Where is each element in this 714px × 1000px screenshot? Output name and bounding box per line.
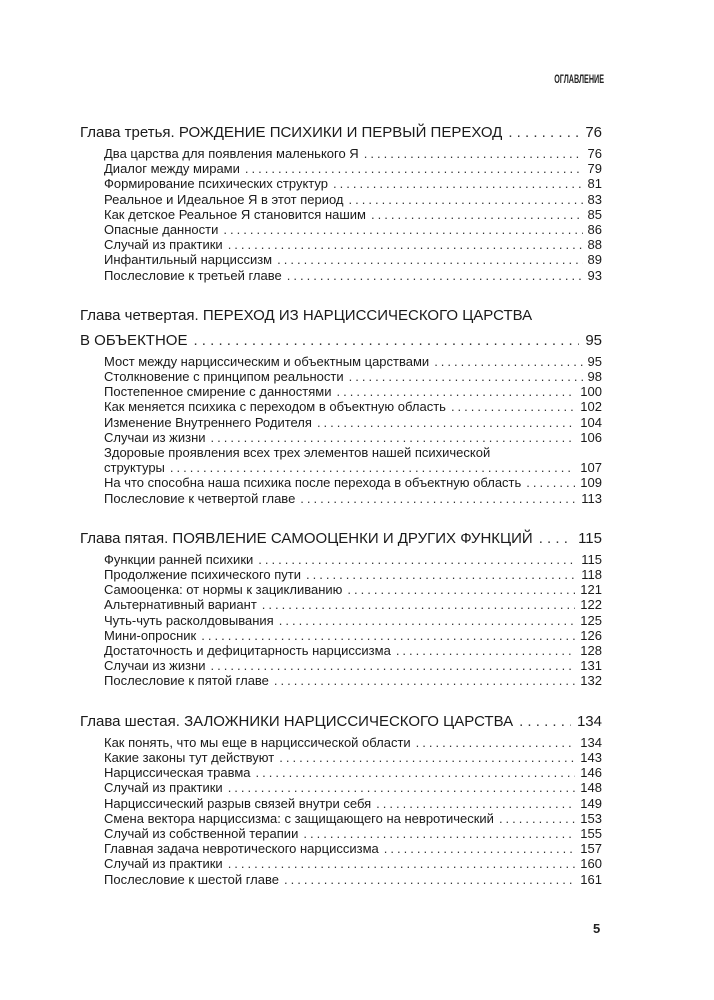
toc-entry[interactable] bbox=[104, 811, 602, 826]
toc-entry[interactable] bbox=[104, 597, 602, 612]
dot-leader bbox=[245, 161, 583, 176]
dot-leader bbox=[258, 552, 576, 567]
toc-entry[interactable] bbox=[104, 841, 602, 856]
dot-leader bbox=[347, 582, 575, 597]
section-list bbox=[80, 552, 602, 689]
entry-page: 109 bbox=[580, 475, 602, 491]
entry-page: 128 bbox=[580, 643, 602, 659]
dot-leader bbox=[211, 658, 576, 673]
dot-leader bbox=[371, 207, 583, 222]
entry-page: 121 bbox=[580, 582, 602, 598]
toc-entry[interactable] bbox=[104, 796, 602, 811]
dot-leader bbox=[519, 711, 571, 732]
dot-leader bbox=[349, 369, 583, 384]
dot-leader bbox=[170, 460, 575, 475]
entry-title: Случаи из жизни bbox=[104, 429, 206, 445]
toc-entry[interactable] bbox=[104, 765, 602, 780]
entry-title-line-2: структуры bbox=[104, 460, 165, 476]
dot-leader bbox=[349, 192, 583, 207]
toc-entry-line-1[interactable]: Здоровые проявления всех трех элементов нашей психической bbox=[104, 445, 491, 461]
toc-entry[interactable] bbox=[104, 192, 602, 207]
entry-page: 98 bbox=[587, 369, 602, 385]
dot-leader bbox=[284, 872, 575, 887]
dot-leader bbox=[384, 841, 576, 856]
page-number: 5 bbox=[593, 921, 601, 936]
entry-title: Самооценка: от нормы к зацикливанию bbox=[104, 582, 343, 598]
dot-leader bbox=[256, 765, 576, 780]
entry-title: Два царства для появления маленького Я bbox=[104, 146, 359, 161]
entry-title: Послесловие к пятой главе bbox=[104, 673, 269, 689]
entry-page: 85 bbox=[587, 206, 602, 222]
entry-title: Послесловие к шестой главе bbox=[104, 871, 279, 887]
dot-leader bbox=[434, 354, 582, 369]
entry-title: Мост между нарциссическим и объектным царствами bbox=[104, 353, 430, 369]
entry-title: Как меняется психика с переходом в объектную область bbox=[104, 399, 446, 415]
entry-page: 113 bbox=[581, 490, 602, 506]
chapter-title: Глава пятая. ПОЯВЛЕНИЕ САМООЦЕНКИ И ДРУГИХ ФУНКЦИЙ bbox=[80, 529, 533, 547]
dot-leader bbox=[228, 856, 576, 871]
dot-leader bbox=[508, 122, 579, 143]
entry-title: Случай из практики bbox=[104, 780, 223, 796]
entry-title: Смена вектора нарциссизма: с защищающего на невротический bbox=[104, 810, 494, 826]
entry-page: 148 bbox=[580, 780, 602, 796]
dot-leader bbox=[317, 415, 575, 430]
entry-page: 161 bbox=[580, 871, 602, 887]
dot-leader bbox=[303, 826, 575, 841]
entry-page: 93 bbox=[587, 267, 602, 283]
toc-entry[interactable] bbox=[104, 658, 602, 673]
chapter-page: 95 bbox=[585, 331, 602, 349]
section-list bbox=[80, 735, 602, 887]
entry-page: 81 bbox=[587, 176, 602, 192]
table-of-contents bbox=[80, 122, 602, 909]
dot-leader bbox=[376, 796, 575, 811]
dot-leader bbox=[416, 735, 576, 750]
section-list bbox=[80, 354, 602, 506]
toc-entry[interactable] bbox=[104, 399, 602, 414]
entry-page: 125 bbox=[580, 612, 602, 628]
toc-entry[interactable] bbox=[104, 369, 602, 384]
entry-title: Главная задача невротического нарциссизма bbox=[104, 841, 379, 857]
entry-page: 100 bbox=[580, 384, 602, 400]
dot-leader bbox=[287, 268, 583, 283]
entry-title: Продолжение психического пути bbox=[104, 567, 302, 583]
entry-title: Инфантильный нарциссизм bbox=[104, 252, 273, 268]
entry-title: Случаи из жизни bbox=[104, 658, 206, 674]
entry-page: 155 bbox=[580, 825, 602, 841]
chapter-5 bbox=[80, 528, 602, 689]
entry-page: 104 bbox=[580, 414, 602, 430]
chapter-page: 134 bbox=[576, 712, 602, 730]
chapter-page: 76 bbox=[585, 124, 602, 141]
entry-page: 146 bbox=[580, 765, 602, 781]
entry-title: Какие законы тут действуют bbox=[104, 749, 275, 765]
dot-leader bbox=[306, 567, 576, 582]
entry-title: Достаточность и дефицитарность нарциссизма bbox=[104, 643, 391, 659]
dot-leader bbox=[526, 475, 575, 490]
entry-page: 126 bbox=[580, 627, 602, 643]
toc-entry[interactable] bbox=[104, 237, 602, 252]
chapter-page: 115 bbox=[578, 529, 602, 547]
entry-title: Случай из собственной терапии bbox=[104, 825, 299, 841]
chapter-4 bbox=[80, 305, 602, 506]
toc-entry[interactable] bbox=[104, 628, 602, 643]
toc-entry[interactable] bbox=[104, 567, 602, 582]
chapter-heading[interactable] bbox=[80, 122, 602, 143]
entry-page: 131 bbox=[580, 658, 602, 674]
dot-leader bbox=[279, 613, 576, 628]
entry-title: Опасные данности bbox=[104, 222, 219, 238]
entry-page: 79 bbox=[587, 161, 602, 177]
toc-entry[interactable] bbox=[104, 582, 602, 597]
dot-leader bbox=[274, 673, 575, 688]
dot-leader bbox=[539, 528, 572, 549]
entry-page: 149 bbox=[580, 795, 602, 811]
toc-entry[interactable] bbox=[104, 491, 602, 506]
toc-entry[interactable] bbox=[104, 146, 602, 161]
toc-entry[interactable] bbox=[104, 207, 602, 222]
entry-page: 88 bbox=[587, 237, 602, 253]
entry-title: Изменение Внутреннего Родителя bbox=[104, 414, 312, 430]
chapter-3 bbox=[80, 122, 602, 283]
entry-page: 122 bbox=[580, 597, 602, 613]
running-header: ОГЛАВЛЕНИЕ bbox=[554, 72, 604, 86]
chapter-title-line-2: В ОБЪЕКТНОЕ bbox=[80, 331, 188, 349]
toc-entry[interactable] bbox=[104, 176, 602, 191]
entry-page: 134 bbox=[580, 734, 602, 750]
entry-page: 102 bbox=[580, 399, 602, 415]
chapter-title: Глава третья. РОЖДЕНИЕ ПСИХИКИ И ПЕРВЫЙ ПЕРЕХОД bbox=[80, 124, 503, 141]
entry-title: Столкновение с принципом реальности bbox=[104, 369, 344, 385]
dot-leader bbox=[364, 146, 583, 161]
dot-leader bbox=[279, 750, 575, 765]
dot-leader bbox=[277, 252, 582, 267]
entry-page: 95 bbox=[587, 353, 602, 369]
toc-entry[interactable] bbox=[104, 613, 602, 628]
toc-entry[interactable] bbox=[104, 384, 602, 399]
toc-entry[interactable] bbox=[104, 643, 602, 658]
toc-entry[interactable] bbox=[104, 872, 602, 887]
entry-page: 106 bbox=[580, 429, 602, 445]
entry-page: 153 bbox=[580, 810, 602, 826]
toc-entry[interactable] bbox=[104, 430, 602, 445]
toc-entry[interactable] bbox=[104, 252, 602, 267]
entry-title: Реальное и Идеальное Я в этот период bbox=[104, 191, 344, 207]
entry-title: Чуть-чуть расколдовывания bbox=[104, 612, 274, 628]
toc-entry[interactable] bbox=[104, 161, 602, 176]
entry-title: Как детское Реальное Я становится нашим bbox=[104, 206, 366, 222]
chapter-title: Глава шестая. ЗАЛОЖНИКИ НАРЦИССИЧЕСКОГО ЦАРСТВА bbox=[80, 712, 514, 730]
section-list bbox=[80, 146, 602, 283]
toc-entry[interactable] bbox=[104, 856, 602, 871]
entry-page: 160 bbox=[580, 856, 602, 872]
dot-leader bbox=[499, 811, 575, 826]
dot-leader bbox=[228, 237, 583, 252]
toc-entry[interactable] bbox=[104, 354, 602, 369]
entry-page: 89 bbox=[587, 252, 602, 268]
dot-leader bbox=[451, 399, 575, 414]
entry-title: Нарциссический разрыв связей внутри себя bbox=[104, 795, 372, 811]
dot-leader bbox=[300, 491, 576, 506]
toc-entry[interactable] bbox=[104, 475, 602, 490]
dot-leader bbox=[228, 780, 576, 795]
entry-page: 132 bbox=[580, 673, 602, 689]
entry-page: 76 bbox=[587, 146, 602, 161]
toc-entry[interactable] bbox=[104, 750, 602, 765]
dot-leader bbox=[333, 176, 583, 191]
entry-title: Мини-опросник bbox=[104, 627, 197, 643]
entry-title: Случай из практики bbox=[104, 856, 223, 872]
toc-entry[interactable] bbox=[104, 552, 602, 567]
entry-page: 107 bbox=[580, 460, 602, 476]
dot-leader bbox=[262, 597, 576, 612]
entry-page: 118 bbox=[581, 567, 602, 583]
entry-title: Как понять, что мы еще в нарциссической области bbox=[104, 734, 411, 750]
chapter-title-line-1[interactable]: Глава четвертая. ПЕРЕХОД ИЗ НАРЦИССИЧЕСКОГО ЦАРСТВА bbox=[80, 306, 533, 324]
toc-entry[interactable] bbox=[104, 780, 602, 795]
toc-entry[interactable] bbox=[104, 673, 602, 688]
entry-title: Постепенное смирение с данностями bbox=[104, 384, 332, 400]
entry-title: Формирование психических структур bbox=[104, 176, 328, 192]
dot-leader bbox=[211, 430, 576, 445]
entry-title: Послесловие к четвертой главе bbox=[104, 490, 296, 506]
entry-title: На что способна наша психика после перехода в объектную область bbox=[104, 475, 522, 491]
entry-page: 143 bbox=[580, 749, 602, 765]
dot-leader bbox=[193, 330, 579, 351]
dot-leader bbox=[201, 628, 575, 643]
chapter-heading[interactable] bbox=[80, 528, 602, 549]
dot-leader bbox=[396, 643, 575, 658]
entry-title: Случай из практики bbox=[104, 237, 223, 253]
toc-entry[interactable] bbox=[104, 222, 602, 237]
entry-page: 86 bbox=[587, 222, 602, 238]
chapter-heading[interactable] bbox=[80, 711, 602, 732]
entry-title: Функции ранней психики bbox=[104, 551, 254, 567]
entry-page: 115 bbox=[581, 551, 602, 567]
entry-title: Диалог между мирами bbox=[104, 161, 240, 177]
chapter-heading[interactable] bbox=[80, 330, 602, 351]
entry-title: Послесловие к третьей главе bbox=[104, 267, 282, 283]
toc-entry[interactable] bbox=[104, 460, 602, 475]
entry-page: 83 bbox=[587, 191, 602, 207]
chapter-6 bbox=[80, 711, 602, 887]
toc-entry[interactable] bbox=[104, 735, 602, 750]
dot-leader bbox=[336, 384, 575, 399]
entry-title: Нарциссическая травма bbox=[104, 765, 251, 781]
toc-entry[interactable] bbox=[104, 826, 602, 841]
toc-entry[interactable] bbox=[104, 415, 602, 430]
entry-title: Альтернативный вариант bbox=[104, 597, 257, 613]
entry-page: 157 bbox=[580, 841, 602, 857]
dot-leader bbox=[223, 222, 582, 237]
toc-entry[interactable] bbox=[104, 268, 602, 283]
